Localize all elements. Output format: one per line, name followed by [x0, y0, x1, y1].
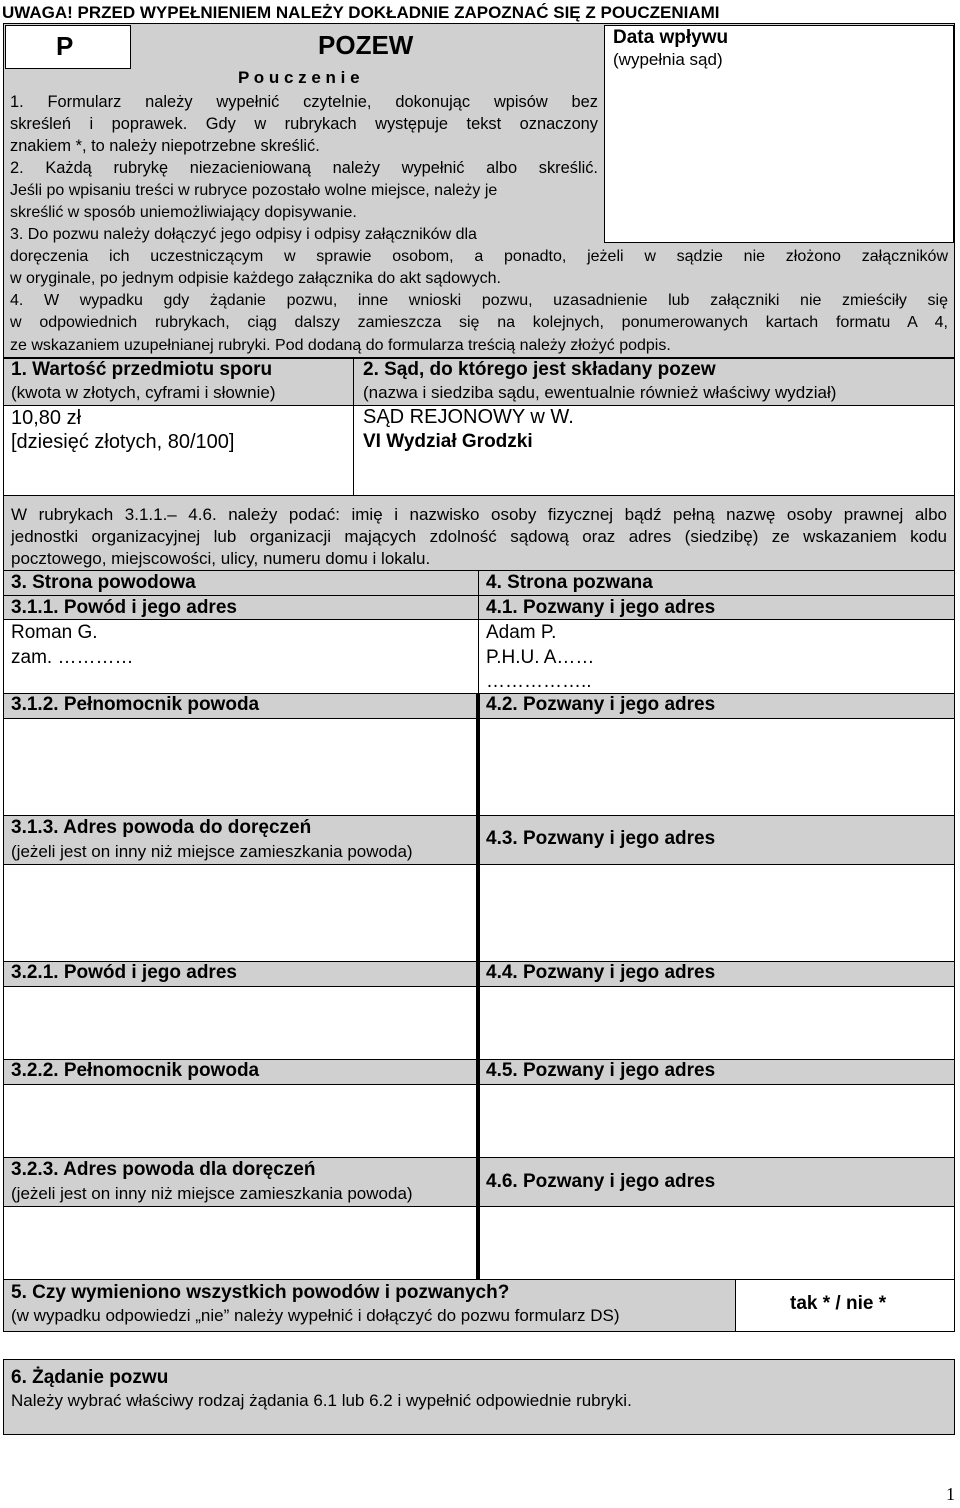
instruction-line: w odpowiednich rubrykach, ciąg dalszy zamieszcza się na kolejnych, ponumerowanych kartach formatu A 4, — [10, 314, 948, 331]
note-line: jednostki organizacyjnej lub organizacji mających zdolność sądową oraz adres (siedzibę) ze wskazaniem kodu — [11, 527, 947, 546]
page-number: 1 — [946, 1484, 955, 1504]
divider — [478, 619, 479, 694]
date-received-sub: (wypełnia sąd) — [613, 50, 723, 69]
note-line: pocztowego, miejscowości, ulicy, numeru domu i lokalu. — [11, 549, 431, 568]
date-received-label: Data wpływu — [613, 27, 729, 48]
instruction-line: Jeśli po wpisaniu treści w rubryce pozostało wolne miejsce, należy je — [10, 182, 498, 199]
s6-sub: Należy wybrać właściwy rodzaj żądania 6.1 lub 6.2 i wypełnić odpowiednie rubryki. — [11, 1391, 632, 1410]
defendant-dots[interactable]: …………….. — [486, 671, 592, 692]
s1-words[interactable]: [dziesięć złotych, 80/100] — [11, 431, 235, 453]
instruction-line: doręczenia ich uczestniczącym w sprawie osobom, a ponadto, jeżeli w sądzie nie złożono załączników — [10, 248, 948, 265]
s46-heading: 4.6. Pozwany i jego adres — [486, 1171, 716, 1192]
instruction-line: skreśleń i poprawek. Gdy w rubrykach występuje tekst oznaczony — [10, 115, 598, 133]
instruction-line: skreślić w sposób uniemożliwiający dopisywanie. — [10, 204, 357, 221]
defendant-name[interactable]: Adam P. — [486, 622, 557, 643]
s3-title: 3. Strona powodowa — [11, 572, 196, 593]
s2-dept[interactable]: VI Wydział Grodzki — [363, 431, 533, 452]
form-code-box — [5, 25, 131, 69]
date-received-box — [604, 25, 954, 243]
divider — [353, 358, 354, 495]
s322-heading: 3.2.2. Pełnomocnik powoda — [11, 1060, 260, 1081]
s2-court[interactable]: SĄD REJONOWY w W. — [363, 406, 574, 428]
s2-title: 2. Sąd, do którego jest składany pozew — [363, 359, 716, 380]
s313-sub: (jeżeli jest on inny niż miejsce zamieszkania powoda) — [11, 842, 413, 861]
instruction-line: 4. W wypadku gdy żądanie pozwu, inne wnioski pozwu, uzasadnienie lub załączniki nie zmieściły się — [10, 292, 948, 309]
s43-heading: 4.3. Pozwany i jego adres — [486, 828, 716, 849]
s6-title: 6. Żądanie pozwu — [11, 1367, 169, 1388]
form-title: POZEW — [318, 30, 414, 60]
instruction-line: w oryginale, po jednym odpisie każdego załącznika do akt sądowych. — [10, 270, 501, 287]
s44-heading: 4.4. Pozwany i jego adres — [486, 962, 716, 983]
warning-text: UWAGA! PRZED WYPEŁNIENIEM NALEŻY DOKŁADNIE ZAPOZNAĆ SIĘ Z POUCZENIAMI — [2, 3, 720, 22]
s41-heading: 4.1. Pozwany i jego adres — [486, 597, 716, 618]
party-data-row — [3, 619, 955, 694]
instruction-line: 2. Każdą rubrykę niezacieniowaną należy wypełnić albo skreślić. — [10, 159, 598, 177]
s1-value[interactable]: 10,80 zł — [11, 407, 82, 429]
s5-sub: (w wypadku odpowiedzi „nie” należy wypełnić i dołączyć do pozwu formularz DS) — [11, 1306, 620, 1325]
s312-heading: 3.1.2. Pełnomocnik powoda — [11, 694, 260, 715]
plaintiff-address[interactable]: zam. ………… — [11, 647, 134, 668]
s4-title: 4. Strona pozwana — [486, 572, 653, 593]
form-code: P — [56, 31, 74, 61]
s323-sub: (jeżeli jest on inny niż miejsce zamieszkania powoda) — [11, 1184, 413, 1203]
s323-heading: 3.2.3. Adres powoda dla doręczeń — [11, 1159, 316, 1180]
s1-sub: (kwota w złotych, cyframi i słownie) — [11, 383, 276, 402]
s313-heading: 3.1.3. Adres powoda do doręczeń — [11, 817, 312, 838]
s42-heading: 4.2. Pozwany i jego adres — [486, 694, 716, 715]
instruction-line: 3. Do pozwu należy dołączyć jego odpisy i odpisy załączników dla — [10, 226, 477, 243]
instruction-line: ze wskazaniem uzupełnianej rubryki. Pod dodaną do formularza treścią należy złożyć podpis. — [10, 337, 671, 354]
divider — [3, 595, 955, 596]
plaintiff-name[interactable]: Roman G. — [11, 622, 98, 643]
instruction-line: znakiem *, to należy niepotrzebne skreślić. — [10, 137, 320, 155]
instruction-line: 1. Formularz należy wypełnić czytelnie, dokonując wpisów bez — [10, 93, 598, 111]
s5-title: 5. Czy wymieniono wszystkich powodów i pozwanych? — [11, 1282, 510, 1303]
s321-heading: 3.2.1. Powód i jego adres — [11, 962, 237, 983]
s2-sub: (nazwa i siedziba sądu, ewentualnie również właściwy wydział) — [363, 383, 837, 402]
s311-heading: 3.1.1. Powód i jego adres — [11, 597, 237, 618]
s1-title: 1. Wartość przedmiotu sporu — [11, 359, 273, 380]
defendant-firm[interactable]: P.H.U. A…… — [486, 647, 595, 668]
instructions-title: P o u c z e n i e — [238, 68, 360, 87]
party-divider — [476, 693, 480, 1280]
note-line: W rubrykach 3.1.1.– 4.6. należy podać: imię i nazwisko osoby fizycznej bądź pełną nazwę osoby prawnej albo — [11, 505, 947, 524]
s45-heading: 4.5. Pozwany i jego adres — [486, 1060, 716, 1081]
s5-answer[interactable]: tak * / nie * — [790, 1293, 887, 1314]
